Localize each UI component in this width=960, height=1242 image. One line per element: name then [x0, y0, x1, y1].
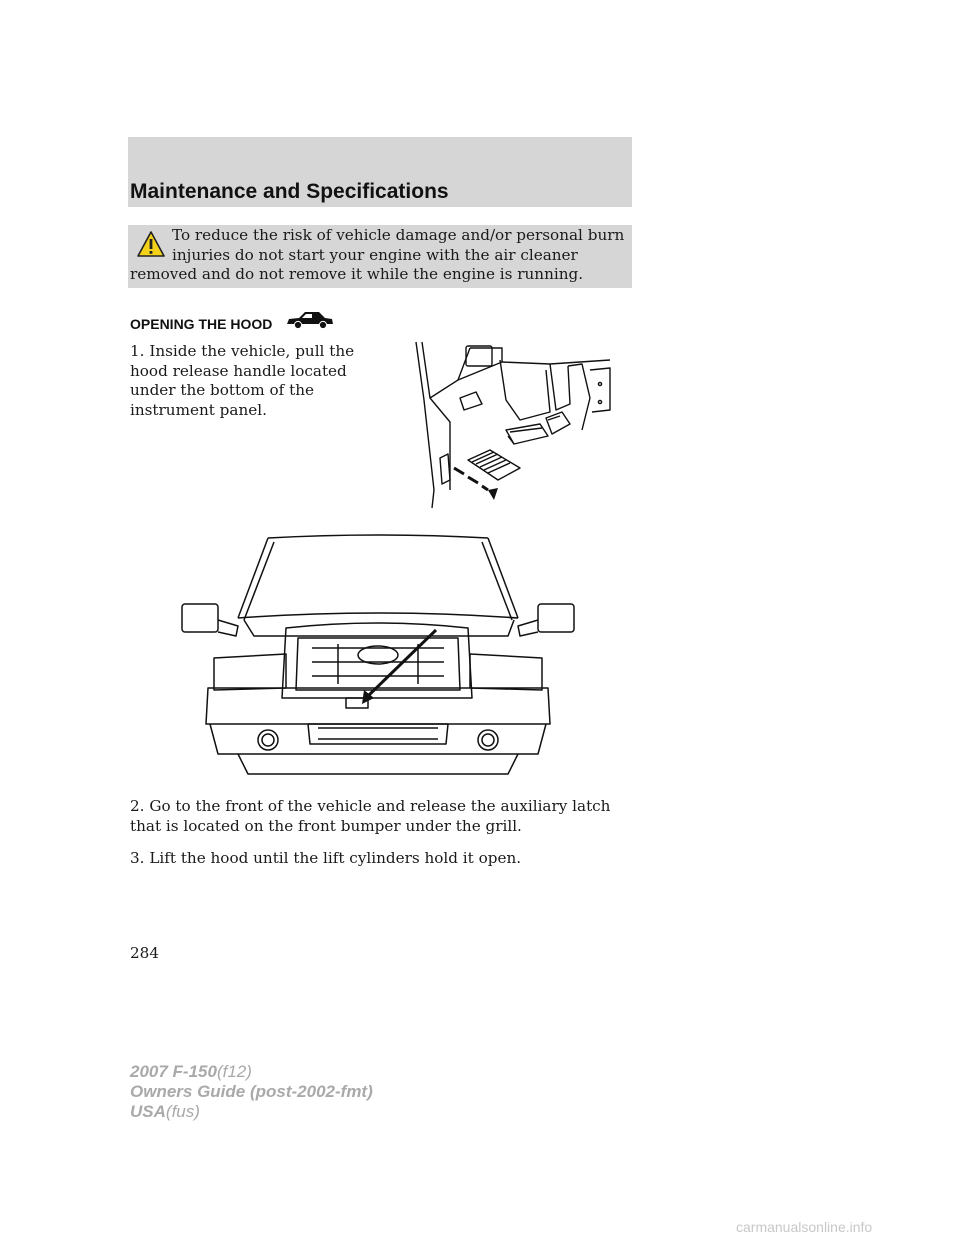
page-number: 284: [130, 944, 159, 962]
footer-line-model: 2007 F-150(f12): [130, 1062, 252, 1081]
step-1-text: 1. Inside the vehicle, pull the hood release handle located under the bottom of the instrument panel.: [130, 342, 355, 419]
watermark: carmanualsonline.info: [736, 1219, 873, 1235]
warning-text: To reduce the risk of vehicle damage and/or personal burn injuries do not start your engine with the air cleaner removed and do not remove it while the engine is running.: [130, 226, 625, 283]
footer-line-guide: Owners Guide (post-2002-fmt): [130, 1082, 373, 1101]
section-heading: OPENING THE HOOD: [130, 316, 273, 332]
document-footer: [130, 1062, 373, 1122]
car-hood-icon: [285, 307, 335, 331]
footer-line-region: USA(fus): [130, 1102, 200, 1121]
hood-release-handle-illustration: [410, 340, 635, 510]
step-3-text: 3. Lift the hood until the lift cylinders hold it open.: [130, 849, 522, 867]
section-title: Maintenance and Specifications: [130, 180, 449, 203]
step-2-text: 2. Go to the front of the vehicle and release the auxiliary latch that is located on the front bumper under the grill.: [130, 797, 611, 835]
truck-front-latch-illustration: [178, 528, 588, 780]
